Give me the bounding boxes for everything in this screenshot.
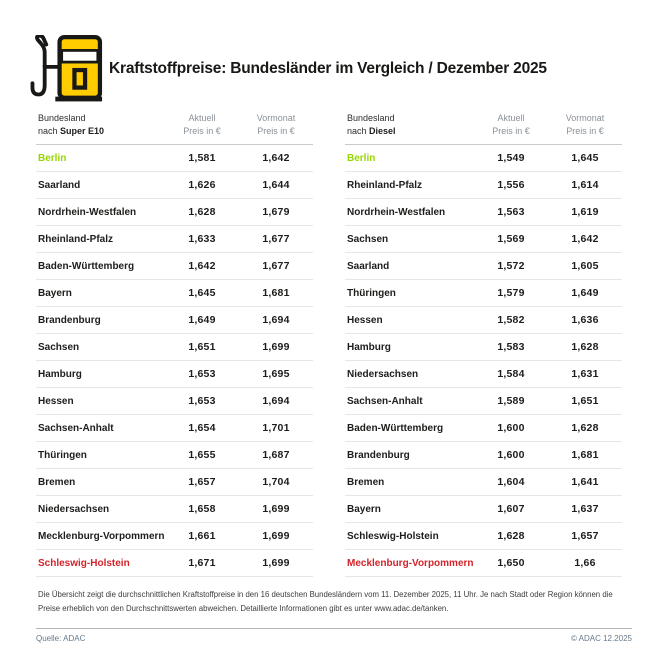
price-current: 1,628: [497, 530, 525, 543]
price-current: 1,584: [497, 368, 525, 381]
price-previous: 1,657: [571, 530, 599, 543]
footer-divider: [36, 628, 632, 629]
state-name: Hamburg: [347, 341, 391, 353]
price-previous: 1,637: [571, 503, 599, 516]
fuel-table-super-e10: [36, 110, 313, 577]
table-row: [36, 199, 313, 226]
price-current: 1,651: [188, 341, 216, 354]
table-row: [345, 415, 622, 442]
column-header-vormonat: Vormonat Preis in €: [565, 113, 605, 137]
price-previous: 1,651: [571, 395, 599, 408]
price-previous: 1,644: [262, 179, 290, 192]
state-name: Nordrhein-Westfalen: [38, 206, 137, 218]
price-previous: 1,695: [262, 368, 290, 381]
table-row: [345, 361, 622, 388]
price-current: 1,653: [188, 395, 216, 408]
price-previous: 1,641: [571, 476, 599, 489]
price-current: 1,661: [188, 530, 216, 543]
price-previous: 1,677: [262, 260, 290, 273]
column-header-aktuell: Aktuell Preis in €: [183, 113, 221, 137]
table-row: [345, 550, 622, 577]
table-row: [36, 334, 313, 361]
table-row: [36, 280, 313, 307]
state-name: Mecklenburg-Vorpommern: [347, 557, 474, 569]
table-row: [345, 307, 622, 334]
price-previous: 1,645: [571, 152, 599, 165]
column-header-aktuell: Aktuell Preis in €: [492, 113, 530, 137]
price-current: 1,556: [497, 179, 525, 192]
price-previous: 1,699: [262, 341, 290, 354]
price-previous: 1,687: [262, 449, 290, 462]
price-current: 1,626: [188, 179, 216, 192]
price-current: 1,582: [497, 314, 525, 327]
state-name: Rheinland-Pfalz: [347, 179, 423, 191]
price-previous: 1,677: [262, 233, 290, 246]
state-name: Hessen: [347, 314, 383, 326]
state-name: Baden-Württemberg: [347, 422, 444, 434]
table-row: [345, 253, 622, 280]
price-current: 1,600: [497, 422, 525, 435]
price-previous: 1,681: [262, 287, 290, 300]
state-name: Thüringen: [347, 287, 396, 299]
price-previous: 1,699: [262, 557, 290, 570]
table-row: [345, 442, 622, 469]
price-previous: 1,679: [262, 206, 290, 219]
state-name: Hessen: [38, 395, 74, 407]
price-current: 1,671: [188, 557, 216, 570]
column-header-bundesland: Bundesland nach Diesel: [347, 113, 396, 137]
fuel-table-diesel: [345, 110, 622, 577]
price-current: 1,628: [188, 206, 216, 219]
table-row: [36, 361, 313, 388]
state-name: Hamburg: [38, 368, 82, 380]
price-current: 1,657: [188, 476, 216, 489]
price-previous: 1,642: [571, 233, 599, 246]
table-header: [36, 110, 313, 145]
price-current: 1,583: [497, 341, 525, 354]
price-current: 1,549: [497, 152, 525, 165]
price-current: 1,600: [497, 449, 525, 462]
footer: [36, 634, 632, 643]
price-previous: 1,628: [571, 341, 599, 354]
table-row: [36, 550, 313, 577]
table-row: [345, 523, 622, 550]
state-name: Berlin: [38, 152, 67, 164]
table-row: [36, 172, 313, 199]
price-previous: 1,636: [571, 314, 599, 327]
price-previous: 1,631: [571, 368, 599, 381]
column-header-bundesland: Bundesland nach Super E10: [38, 113, 105, 137]
table-row: [36, 226, 313, 253]
price-current: 1,572: [497, 260, 525, 273]
table-row: [36, 253, 313, 280]
column-header-vormonat: Vormonat Preis in €: [256, 113, 296, 137]
fuel-pump-icon: [30, 35, 104, 103]
table-row: [36, 496, 313, 523]
state-name: Nordrhein-Westfalen: [347, 206, 446, 218]
state-name: Berlin: [347, 152, 376, 164]
state-name: Bayern: [347, 503, 381, 515]
price-current: 1,563: [497, 206, 525, 219]
state-name: Baden-Württemberg: [38, 260, 135, 272]
state-name: Sachsen-Anhalt: [347, 395, 423, 407]
price-current: 1,607: [497, 503, 525, 516]
state-name: Saarland: [347, 260, 390, 272]
header: [30, 34, 632, 104]
table-row: [36, 442, 313, 469]
table-row: [345, 226, 622, 253]
table-row: [345, 172, 622, 199]
price-previous: 1,704: [262, 476, 290, 489]
price-previous: 1,619: [571, 206, 599, 219]
price-current: 1,642: [188, 260, 216, 273]
table-header: [345, 110, 622, 145]
tables-area: [36, 110, 622, 577]
source-label: Quelle: ADAC: [36, 634, 86, 643]
price-current: 1,604: [497, 476, 525, 489]
table-body: [36, 145, 313, 577]
price-previous: 1,694: [262, 395, 290, 408]
price-previous: 1,699: [262, 530, 290, 543]
state-name: Bremen: [38, 476, 76, 488]
state-name: Schleswig-Holstein: [38, 557, 130, 569]
table-row: [345, 199, 622, 226]
state-name: Brandenburg: [347, 449, 410, 461]
price-previous: 1,699: [262, 503, 290, 516]
state-name: Saarland: [38, 179, 81, 191]
price-current: 1,633: [188, 233, 216, 246]
price-current: 1,649: [188, 314, 216, 327]
price-previous: 1,649: [571, 287, 599, 300]
state-name: Niedersachsen: [347, 368, 419, 380]
state-name: Brandenburg: [38, 314, 101, 326]
price-previous: 1,605: [571, 260, 599, 273]
state-name: Thüringen: [38, 449, 87, 461]
fuel-type-label: Super E10: [60, 126, 105, 137]
price-current: 1,569: [497, 233, 525, 246]
price-current: 1,658: [188, 503, 216, 516]
state-name: Rheinland-Pfalz: [38, 233, 114, 245]
table-row: [345, 280, 622, 307]
table-row: [345, 145, 622, 172]
price-current: 1,653: [188, 368, 216, 381]
state-name: Bayern: [38, 287, 72, 299]
state-name: Bremen: [347, 476, 385, 488]
footnote: Die Übersicht zeigt die durchschnittlichen Kraftstoffpreise in den 16 deutschen Bundesländern vom 11. Dezember 2025, 11 Uhr. Je nach Stadt oder Region können die Preise erheblich von den Durchschnittswerten abweichen. Detaillierte Informationen gibt es unter www.adac.de/tanken.: [38, 590, 613, 613]
price-previous: 1,642: [262, 152, 290, 165]
price-current: 1,645: [188, 287, 216, 300]
table-row: [36, 469, 313, 496]
table-row: [345, 388, 622, 415]
price-current: 1,581: [188, 152, 216, 165]
price-current: 1,579: [497, 287, 525, 300]
page-title: Kraftstoffpreise: Bundesländer im Vergleich / Dezember 2025: [109, 60, 547, 77]
table-row: [36, 145, 313, 172]
table-row: [345, 469, 622, 496]
table-row: [36, 523, 313, 550]
state-name: Schleswig-Holstein: [347, 530, 439, 542]
price-previous: 1,614: [571, 179, 599, 192]
table-row: [36, 415, 313, 442]
price-previous: 1,66: [574, 557, 596, 570]
price-current: 1,655: [188, 449, 216, 462]
price-previous: 1,628: [571, 422, 599, 435]
price-previous: 1,694: [262, 314, 290, 327]
price-previous: 1,701: [262, 422, 290, 435]
state-name: Sachsen: [38, 341, 80, 353]
price-current: 1,654: [188, 422, 216, 435]
table-row: [36, 388, 313, 415]
price-current: 1,589: [497, 395, 525, 408]
fuel-type-label: Diesel: [369, 126, 396, 137]
state-name: Mecklenburg-Vorpommern: [38, 530, 165, 542]
state-name: Sachsen: [347, 233, 389, 245]
table-row: [345, 334, 622, 361]
table-row: [36, 307, 313, 334]
price-current: 1,650: [497, 557, 525, 570]
price-previous: 1,681: [571, 449, 599, 462]
state-name: Niedersachsen: [38, 503, 110, 515]
copyright-label: © ADAC 12.2025: [570, 634, 632, 643]
state-name: Sachsen-Anhalt: [38, 422, 114, 434]
table-body: [345, 145, 622, 577]
table-row: [345, 496, 622, 523]
